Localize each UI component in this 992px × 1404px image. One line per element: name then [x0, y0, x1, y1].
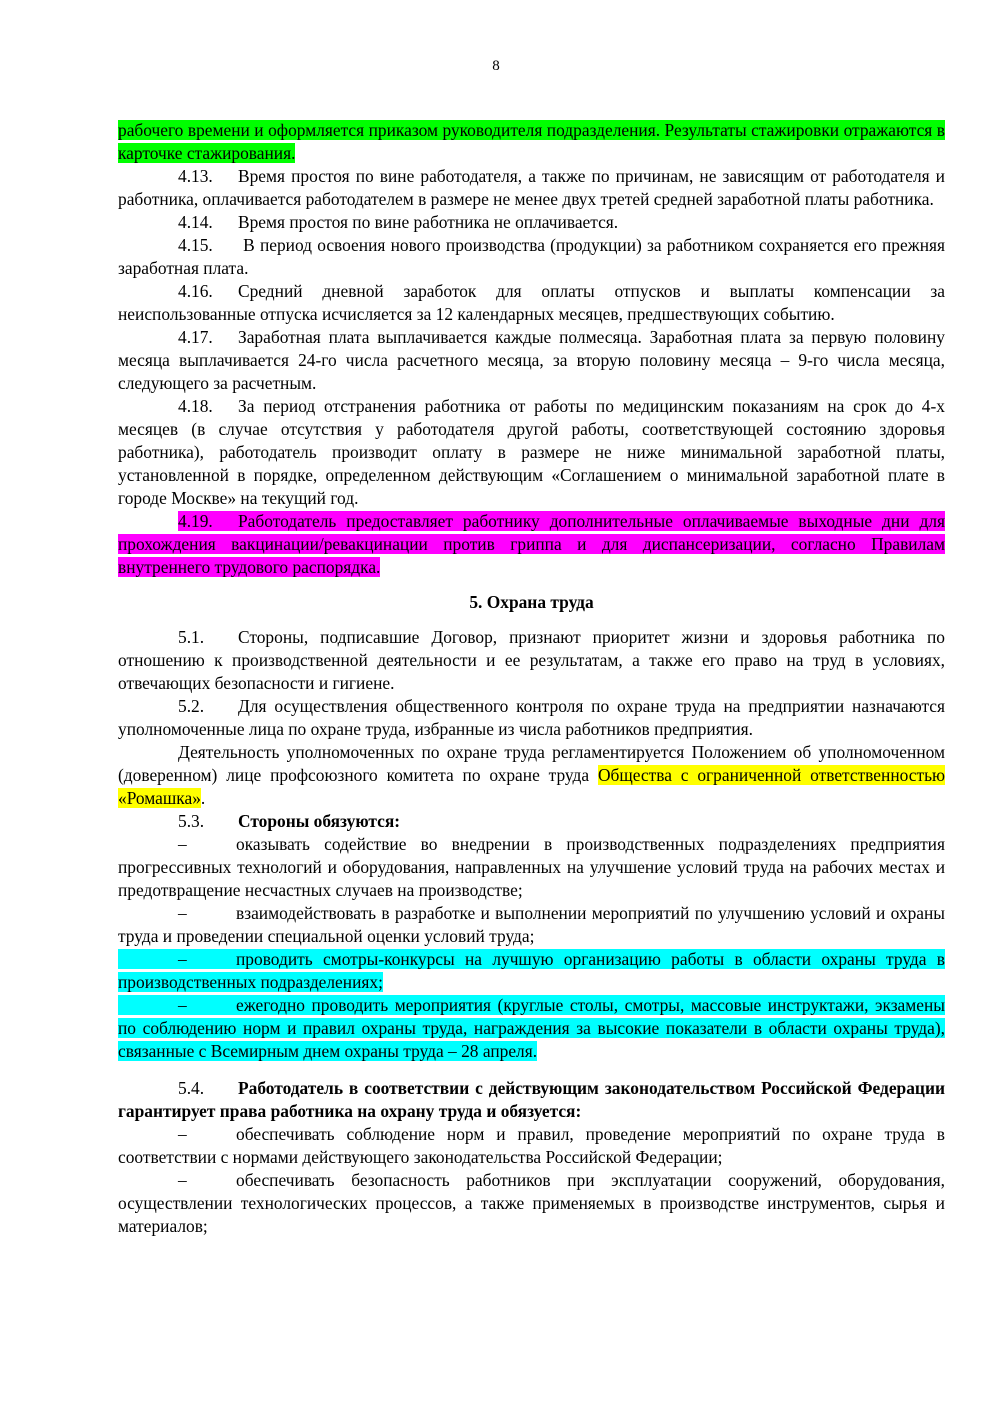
clause-text: За период отстранения работника от работы по медицинским показаниям на срок до 4-х месяцев (в случае отсутствия у работодателя другой работы, соответствующей состоянию здоровья работника), работодатель производит оплату в размере не ниже минимальной заработной платы, установленной в порядке, определенном действующим «Соглашением о минимальной заработной плате в городе Москве» на текущий год.: [118, 396, 945, 508]
bullet-item: [118, 833, 945, 902]
clause-4-14: [118, 211, 945, 234]
clause-text: Стороны, подписавшие Договор, признают приоритет жизни и здоровья работника по отношению к производственной деятельности и ее результатам, а также его право на труд в условиях, отвечающих безопасности и гигиене.: [118, 627, 945, 693]
clause-5-3: [118, 810, 945, 833]
bullet-item: [118, 948, 945, 994]
clause-text: Время простоя по вине работника не оплачивается.: [238, 212, 619, 232]
clause-4-19: [118, 510, 945, 579]
highlight-magenta: [118, 511, 945, 577]
clause-4-16: [118, 280, 945, 326]
bullet-dash: –: [178, 995, 187, 1015]
clause-number: 4.14.: [178, 212, 213, 232]
clause-heading: Работодатель в соответствии с действующим законодательством Российской Федерации гарантирует права работника на охрану труда и обязуется:: [118, 1078, 945, 1121]
clause-number: 4.18.: [178, 396, 213, 416]
clause-5-4: [118, 1077, 945, 1123]
highlight-yellow: Общества с ограниченной ответственностью «Ромашка»: [118, 765, 945, 808]
clause-number: 4.13.: [178, 166, 213, 186]
highlight-cyan: [118, 995, 945, 1061]
bullet-dash: –: [178, 1124, 187, 1144]
clause-number: 5.2.: [178, 696, 205, 716]
bullet-text: обеспечивать соблюдение норм и правил, проведение мероприятий по охране труда в соответствии с нормами действующего законодательства Российской Федерации;: [118, 1124, 945, 1167]
clause-4-18: [118, 395, 945, 510]
page-number: 8: [492, 58, 500, 74]
clause-text: В период освоения нового производства (продукции) за работником сохраняется его прежняя заработная плата.: [118, 235, 945, 278]
clause-4-13: [118, 165, 945, 211]
clause-number: 4.17.: [178, 327, 213, 347]
clause-number: 5.1.: [178, 627, 205, 647]
bullet-dash: –: [178, 903, 187, 923]
highlight-green: рабочего времени и оформляется приказом руководителя подразделения. Результаты стажировки отражаются в карточке стажирования.: [118, 120, 945, 163]
bullet-text: проводить смотры-конкурсы на лучшую организацию работы в области охраны труда в производственных подразделениях;: [118, 949, 945, 992]
document-body: [118, 119, 945, 1238]
bullet-text: оказывать содействие во внедрении в производственных подразделениях предприятия прогрессивных технологий и оборудования, направленных на улучшение условий труда на рабочих местах и предотвращение несчастных случаев на производстве;: [118, 834, 945, 900]
clause-4-17: [118, 326, 945, 395]
clause-number: 4.15.: [178, 235, 213, 255]
clause-number: 4.16.: [178, 281, 213, 301]
bullet-text: ежегодно проводить мероприятия (круглые столы, смотры, массовые инструктажи, экзамены по соблюдению норм и правил охраны труда, награждения за высокие показатели в области охраны труда), связанные с Всемирным днем охраны труда – 28 апреля.: [118, 995, 945, 1061]
bullet-text: взаимодействовать в разработке и выполнении мероприятий по улучшению условий и охраны труда и проведении специальной оценки условий труда;: [118, 903, 945, 946]
clause-text: Время простоя по вине работодателя, а также по причинам, не зависящим от работодателя и работника, оплачивается работодателем в размере не менее двух третей средней заработной платы работника.: [118, 166, 945, 209]
clause-number: 4.19.: [178, 511, 213, 531]
bullet-item: [118, 1169, 945, 1238]
clause-text: Заработная плата выплачивается каждые полмесяца. Заработная плата за первую половину месяца выплачивается 24-го числа расчетного месяца, за вторую половину месяца – 9-го числа месяца, следующего за расчетным.: [118, 327, 945, 393]
bullet-item: [118, 1123, 945, 1169]
bullet-dash: –: [178, 834, 187, 854]
clause-number: 5.4.: [178, 1078, 205, 1098]
clause-text: Средний дневной заработок для оплаты отпусков и выплаты компенсации за неиспользованные отпуска исчисляется за 12 календарных месяцев, предшествующих событию.: [118, 281, 945, 324]
bullet-dash: –: [178, 1170, 187, 1190]
clause-text: Работодатель предоставляет работнику дополнительные оплачиваемые выходные дни для прохождения вакцинации/ревакцинации против гриппа и для диспансеризации, согласно Правилам внутреннего трудового распорядка.: [118, 511, 945, 577]
clause-5-2: [118, 695, 945, 741]
paragraph-continuation: [118, 119, 945, 165]
highlight-cyan: [118, 949, 945, 992]
bullet-text: обеспечивать безопасность работников при эксплуатации сооружений, оборудования, осуществлении технологических процессов, а также применяемых в производстве инструментов, сырья и материалов;: [118, 1170, 945, 1236]
bullet-dash: –: [178, 949, 187, 969]
clause-text: Для осуществления общественного контроля по охране труда на предприятии назначаются уполномоченные лица по охране труда, избранные из числа работников предприятия.: [118, 696, 945, 739]
clause-number: 5.3.: [178, 811, 205, 831]
clause-heading: Стороны обязуются:: [238, 811, 401, 831]
clause-5-1: [118, 626, 945, 695]
section-title: 5. Охрана труда: [469, 592, 594, 612]
bullet-item: [118, 902, 945, 948]
bullet-item: [118, 994, 945, 1063]
clause-4-15: [118, 234, 945, 280]
clause-text: Деятельность уполномоченных по охране труда регламентируется Положением об уполномоченном (доверенном) лице профсоюзного комитета по охране труда: [118, 742, 945, 785]
clause-5-2-activity: Деятельность уполномоченных по охране труда регламентируется Положением об уполномоченном (доверенном) лице профсоюзного комитета по охране труда Общества с ограниченной ответственностью «Ромашка».: [118, 742, 945, 808]
